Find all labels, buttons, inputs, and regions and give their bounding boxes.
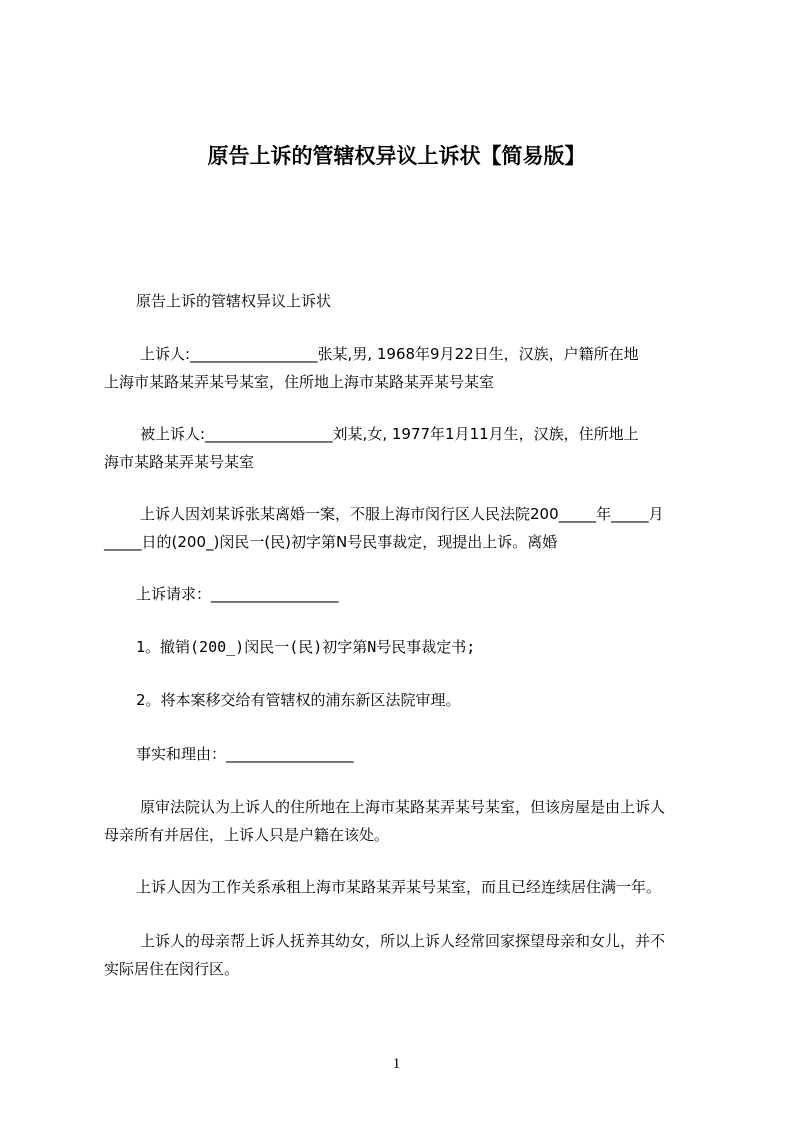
fact-3-line-1: 上诉人的母亲帮上诉人抚养其幼女，所以上诉人经常回家探望母亲和女儿，并不: [140, 932, 666, 950]
intro-line-1: 上诉人因刘某诉张某离婚一案，不服上海市闵行区人民法院200_____年_____月: [140, 505, 664, 523]
request-item-1: 1。撤销(200_)闵民一(民)初字第N号民事裁定书;: [136, 638, 476, 656]
appellant-line-1: 上诉人:_________________张某,男, 1968年9月22日生，汉族，户籍所在地: [140, 345, 639, 363]
intro-line-2: _____日的(200_)闵民一(民)初字第N号民事裁定，现提出上诉。离婚: [104, 533, 558, 551]
fact-paragraph-3: [104, 927, 704, 983]
document-title: 原告上诉的管辖权异议上诉状【简易版】: [207, 144, 586, 168]
appellee-paragraph: [104, 420, 704, 476]
appellant-line-2: 上海市某路某弄某号某室，住所地上海市某路某弄某号某室: [104, 373, 495, 391]
appellant-paragraph: [104, 340, 704, 396]
appellee-line-2: 海市某路某弄某号某室: [104, 453, 255, 471]
intro-paragraph: [104, 500, 704, 556]
appellee-line-1: 被上诉人:_________________刘某,女, 1977年1月11月生，汉族，住所地上: [140, 425, 639, 443]
request-heading: 上诉请求：_________________: [136, 585, 339, 603]
fact-1-line-1: 原审法院认为上诉人的住所地在上海市某路某弄某号某室，但该房屋是由上诉人: [140, 798, 666, 816]
page-number: 1: [392, 1056, 401, 1072]
document-subtitle: 原告上诉的管辖权异议上诉状: [136, 292, 332, 310]
fact-1-line-2: 母亲所有并居住，上诉人只是户籍在该处。: [104, 826, 390, 844]
fact-paragraph-2: 上诉人因为工作关系承租上海市某路某弄某号某室，而且已经连续居住满一年。: [136, 878, 662, 896]
fact-3-line-2: 实际居住在闵行区。: [104, 960, 240, 978]
request-item-2: 2。将本案移交给有管辖权的浦东新区法院审理。: [136, 691, 461, 709]
facts-heading: 事实和理由：_________________: [136, 745, 354, 763]
fact-paragraph-1: [104, 793, 704, 849]
